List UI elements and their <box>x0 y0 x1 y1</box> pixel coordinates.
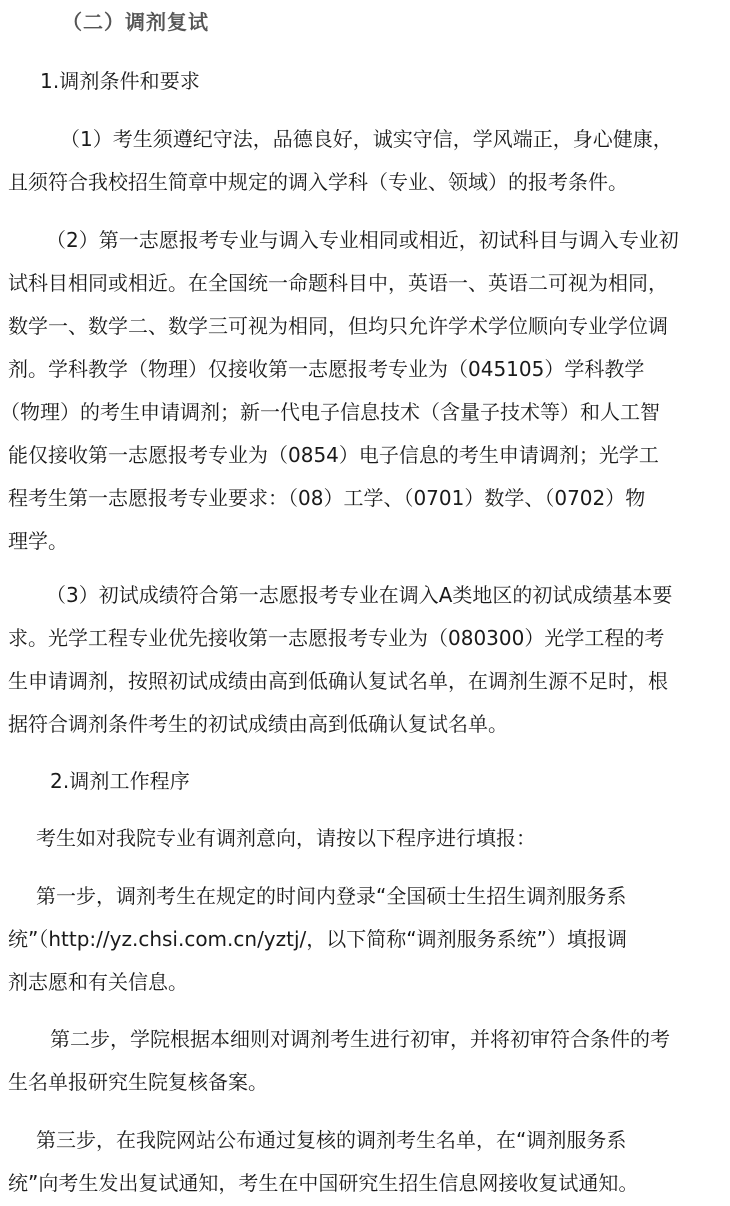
text-line: 第二步，学院根据本细则对调剂考生进行初审，并将初审符合条件的考 <box>50 1027 670 1051</box>
text-line: 第三步，在我院网站公布通过复核的调剂考生名单，在“调剂服务系 <box>36 1128 627 1152</box>
text-line: 求。光学工程专业优先接收第一志愿报考专业为（080300）光学工程的考 <box>8 626 665 650</box>
text-line: 能仅接收第一志愿报考专业为（0854）电子信息的考生申请调剂；光学工 <box>8 443 659 467</box>
subsection-heading-conditions: 1.调剂条件和要求 <box>40 69 200 93</box>
text-line: （1）考生须遵纪守法，品德良好，诚实守信，学风端正，身心健康， <box>60 127 673 151</box>
paragraph-procedure-intro <box>0 825 730 851</box>
paragraph-condition-1 <box>0 126 730 195</box>
paragraph-step-3 <box>0 1127 730 1196</box>
paragraph-step-1 <box>0 883 730 995</box>
text-line: （3）初试成绩符合第一志愿报考专业在调入A类地区的初试成绩基本要 <box>46 583 673 607</box>
text-line: （2）第一志愿报考专业与调入专业相同或相近，初试科目与调入专业初 <box>46 228 679 252</box>
text-line: 理学。 <box>8 529 68 553</box>
text-line: 生申请调剂，按照初试成绩由高到低确认复试名单，在调剂生源不足时，根 <box>8 669 668 693</box>
paragraph-condition-2 <box>0 227 730 554</box>
text-line: 数学一、数学二、数学三可视为相同，但均只允许学术学位顺向专业学位调 <box>8 314 668 338</box>
text-line: 剂。学科教学（物理）仅接收第一志愿报考专业为（045105）学科教学 <box>8 357 645 381</box>
text-line: 统”（http://yz.chsi.com.cn/yztj/，以下简称“调剂服务系统”）填报调 <box>8 927 628 951</box>
paragraph-step-2 <box>0 1026 730 1095</box>
text-line: 据符合调剂条件考生的初试成绩由高到低确认复试名单。 <box>8 712 508 736</box>
subsection-heading-procedure: 2.调剂工作程序 <box>50 769 190 793</box>
text-line: 统”向考生发出复试通知，考生在中国研究生招生信息网接收复试通知。 <box>8 1171 639 1195</box>
text-line: 试科目相同或相近。在全国统一命题科目中，英语一、英语二可视为相同， <box>8 271 668 295</box>
text-line: 生名单报研究生院复核备案。 <box>8 1070 268 1094</box>
text-line: （物理）的考生申请调剂；新一代电子信息技术（含量子技术等）和人工智 <box>0 400 660 424</box>
text-line: 程考生第一志愿报考专业要求：（08）工学、（0701）数学、（0702）物 <box>8 486 646 510</box>
text-line: 考生如对我院专业有调剂意向，请按以下程序进行填报： <box>36 826 536 850</box>
section-heading: （二）调剂复试 <box>62 10 209 34</box>
text-line: 且须符合我校招生简章中规定的调入学科（专业、领域）的报考条件。 <box>8 170 628 194</box>
text-line: 剂志愿和有关信息。 <box>8 970 188 994</box>
text-line: 第一步，调剂考生在规定的时间内登录“全国硕士生招生调剂服务系 <box>36 884 627 908</box>
paragraph-condition-3 <box>0 582 730 737</box>
